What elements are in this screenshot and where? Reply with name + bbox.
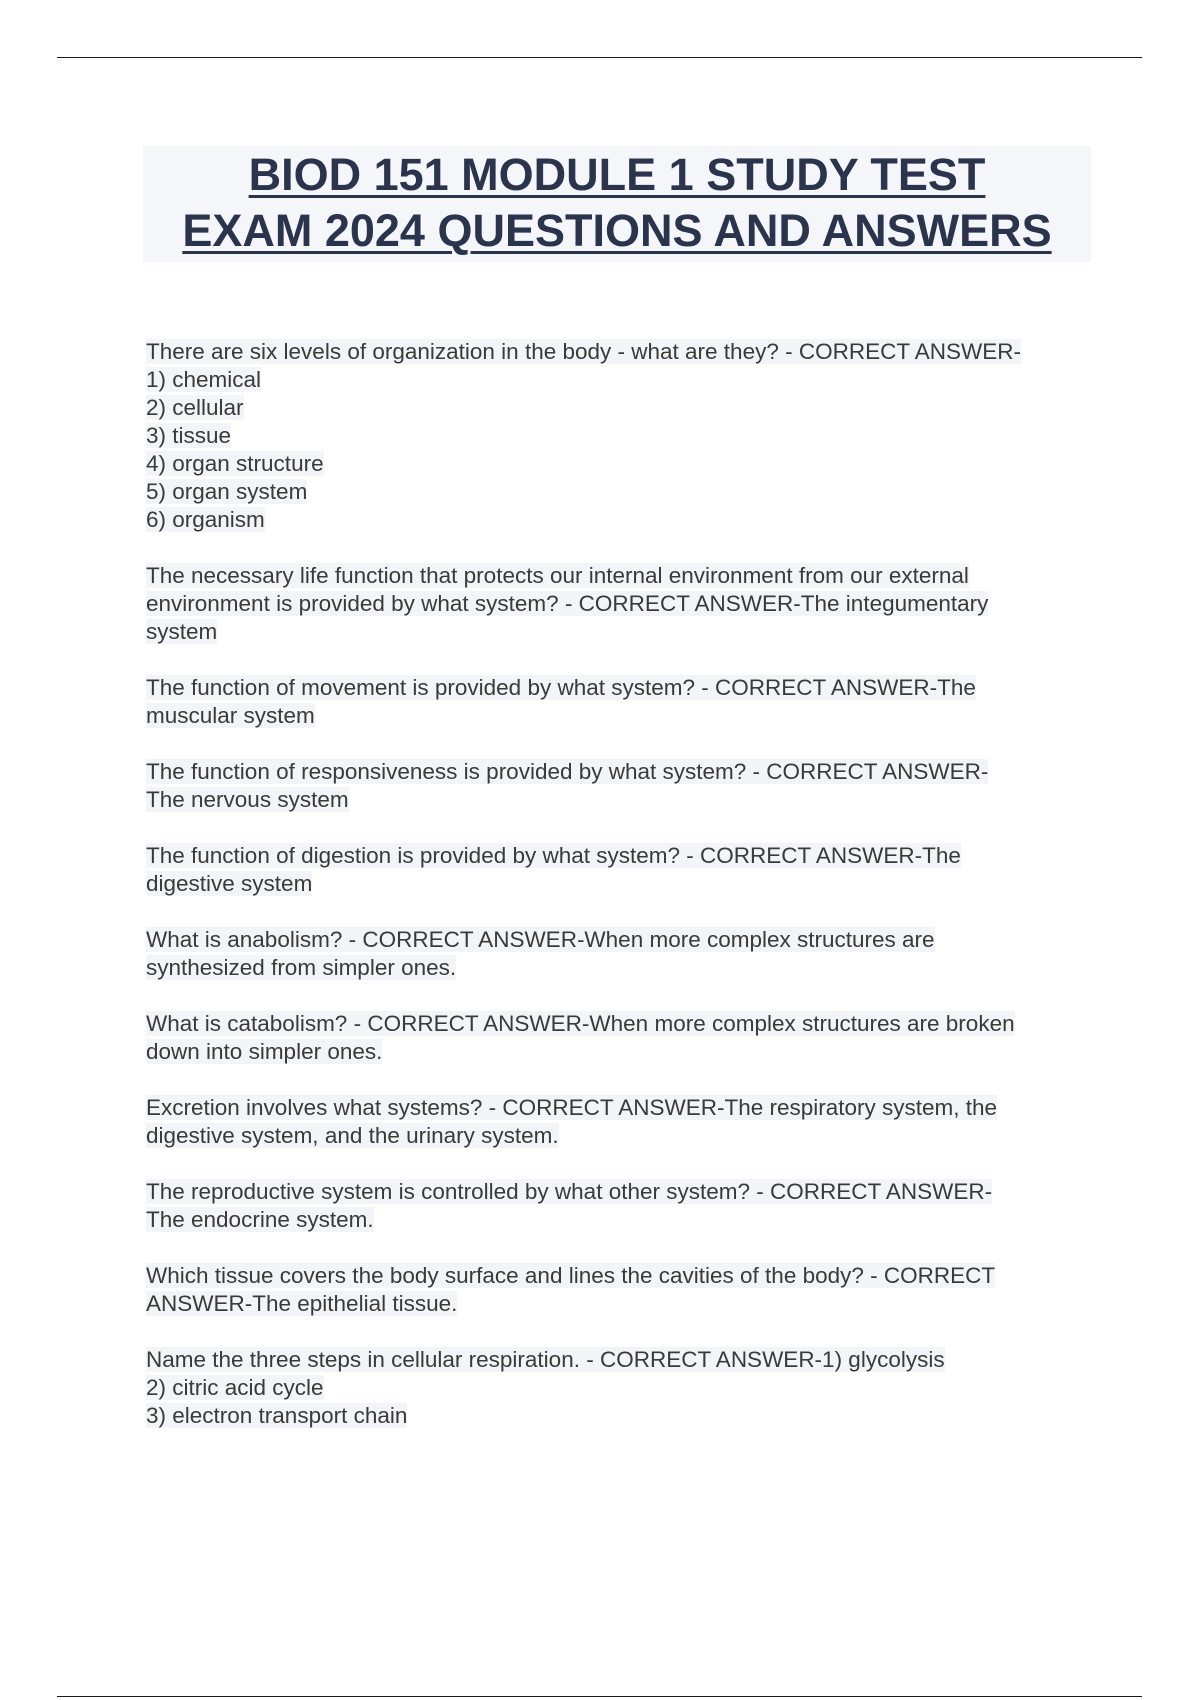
qa-line: The function of movement is provided by what system? - CORRECT ANSWER-The: [146, 675, 976, 700]
document-title: [143, 146, 1091, 259]
qa-line: down into simpler ones.: [146, 1039, 383, 1064]
qa-line: 3) electron transport chain: [146, 1403, 408, 1428]
qa-line: The function of responsiveness is provided by what system? - CORRECT ANSWER-: [146, 759, 989, 784]
qa-line: ANSWER-The epithelial tissue.: [146, 1291, 458, 1316]
qa-line: 3) tissue: [146, 423, 232, 448]
qa-line: synthesized from simpler ones.: [146, 955, 457, 980]
qa-item: [146, 562, 1106, 646]
qa-line: What is catabolism? - CORRECT ANSWER-When more complex structures are broken: [146, 1011, 1015, 1036]
qa-item: [146, 842, 1106, 898]
qa-line: muscular system: [146, 703, 315, 728]
qa-line: Which tissue covers the body surface and lines the cavities of the body? - CORRECT: [146, 1263, 996, 1288]
qa-line: system: [146, 619, 218, 644]
qa-line: The reproductive system is controlled by what other system? - CORRECT ANSWER-: [146, 1179, 993, 1204]
qa-line: 4) organ structure: [146, 451, 324, 476]
qa-line: The nervous system: [146, 787, 349, 812]
qa-line: What is anabolism? - CORRECT ANSWER-When more complex structures are: [146, 927, 935, 952]
qa-line: 1) chemical: [146, 367, 262, 392]
qa-item: [146, 1094, 1106, 1150]
qa-line: 2) cellular: [146, 395, 244, 420]
qa-item: [146, 926, 1106, 982]
qa-item: [146, 1010, 1106, 1066]
title-line-2: EXAM 2024 QUESTIONS AND ANSWERS: [182, 205, 1052, 256]
top-rule: [57, 57, 1142, 58]
bottom-rule: [57, 1696, 1142, 1697]
qa-item: [146, 1178, 1106, 1234]
title-line-1: BIOD 151 MODULE 1 STUDY TEST: [248, 149, 986, 200]
qa-line: The endocrine system.: [146, 1207, 374, 1232]
qa-line: environment is provided by what system? - CORRECT ANSWER-The integumentary: [146, 591, 989, 616]
qa-line: 2) citric acid cycle: [146, 1375, 324, 1400]
qa-line: Excretion involves what systems? - CORRECT ANSWER-The respiratory system, the: [146, 1095, 998, 1120]
qa-line: The necessary life function that protects our internal environment from our external: [146, 563, 969, 588]
qa-line: The function of digestion is provided by what system? - CORRECT ANSWER-The: [146, 843, 961, 868]
qa-item: [146, 1346, 1106, 1430]
qa-line: Name the three steps in cellular respiration. - CORRECT ANSWER-1) glycolysis: [146, 1347, 945, 1372]
qa-line: digestive system: [146, 871, 313, 896]
qa-line: There are six levels of organization in the body - what are they? - CORRECT ANSWER-: [146, 339, 1021, 364]
qa-item: [146, 758, 1106, 814]
qa-line: digestive system, and the urinary system.: [146, 1123, 559, 1148]
qa-line: 6) organism: [146, 507, 265, 532]
qa-item: [146, 674, 1106, 730]
qa-item: [146, 338, 1106, 534]
title-block: [143, 146, 1091, 262]
qa-item: [146, 1262, 1106, 1318]
qa-list: [146, 338, 1106, 1458]
qa-line: 5) organ system: [146, 479, 308, 504]
